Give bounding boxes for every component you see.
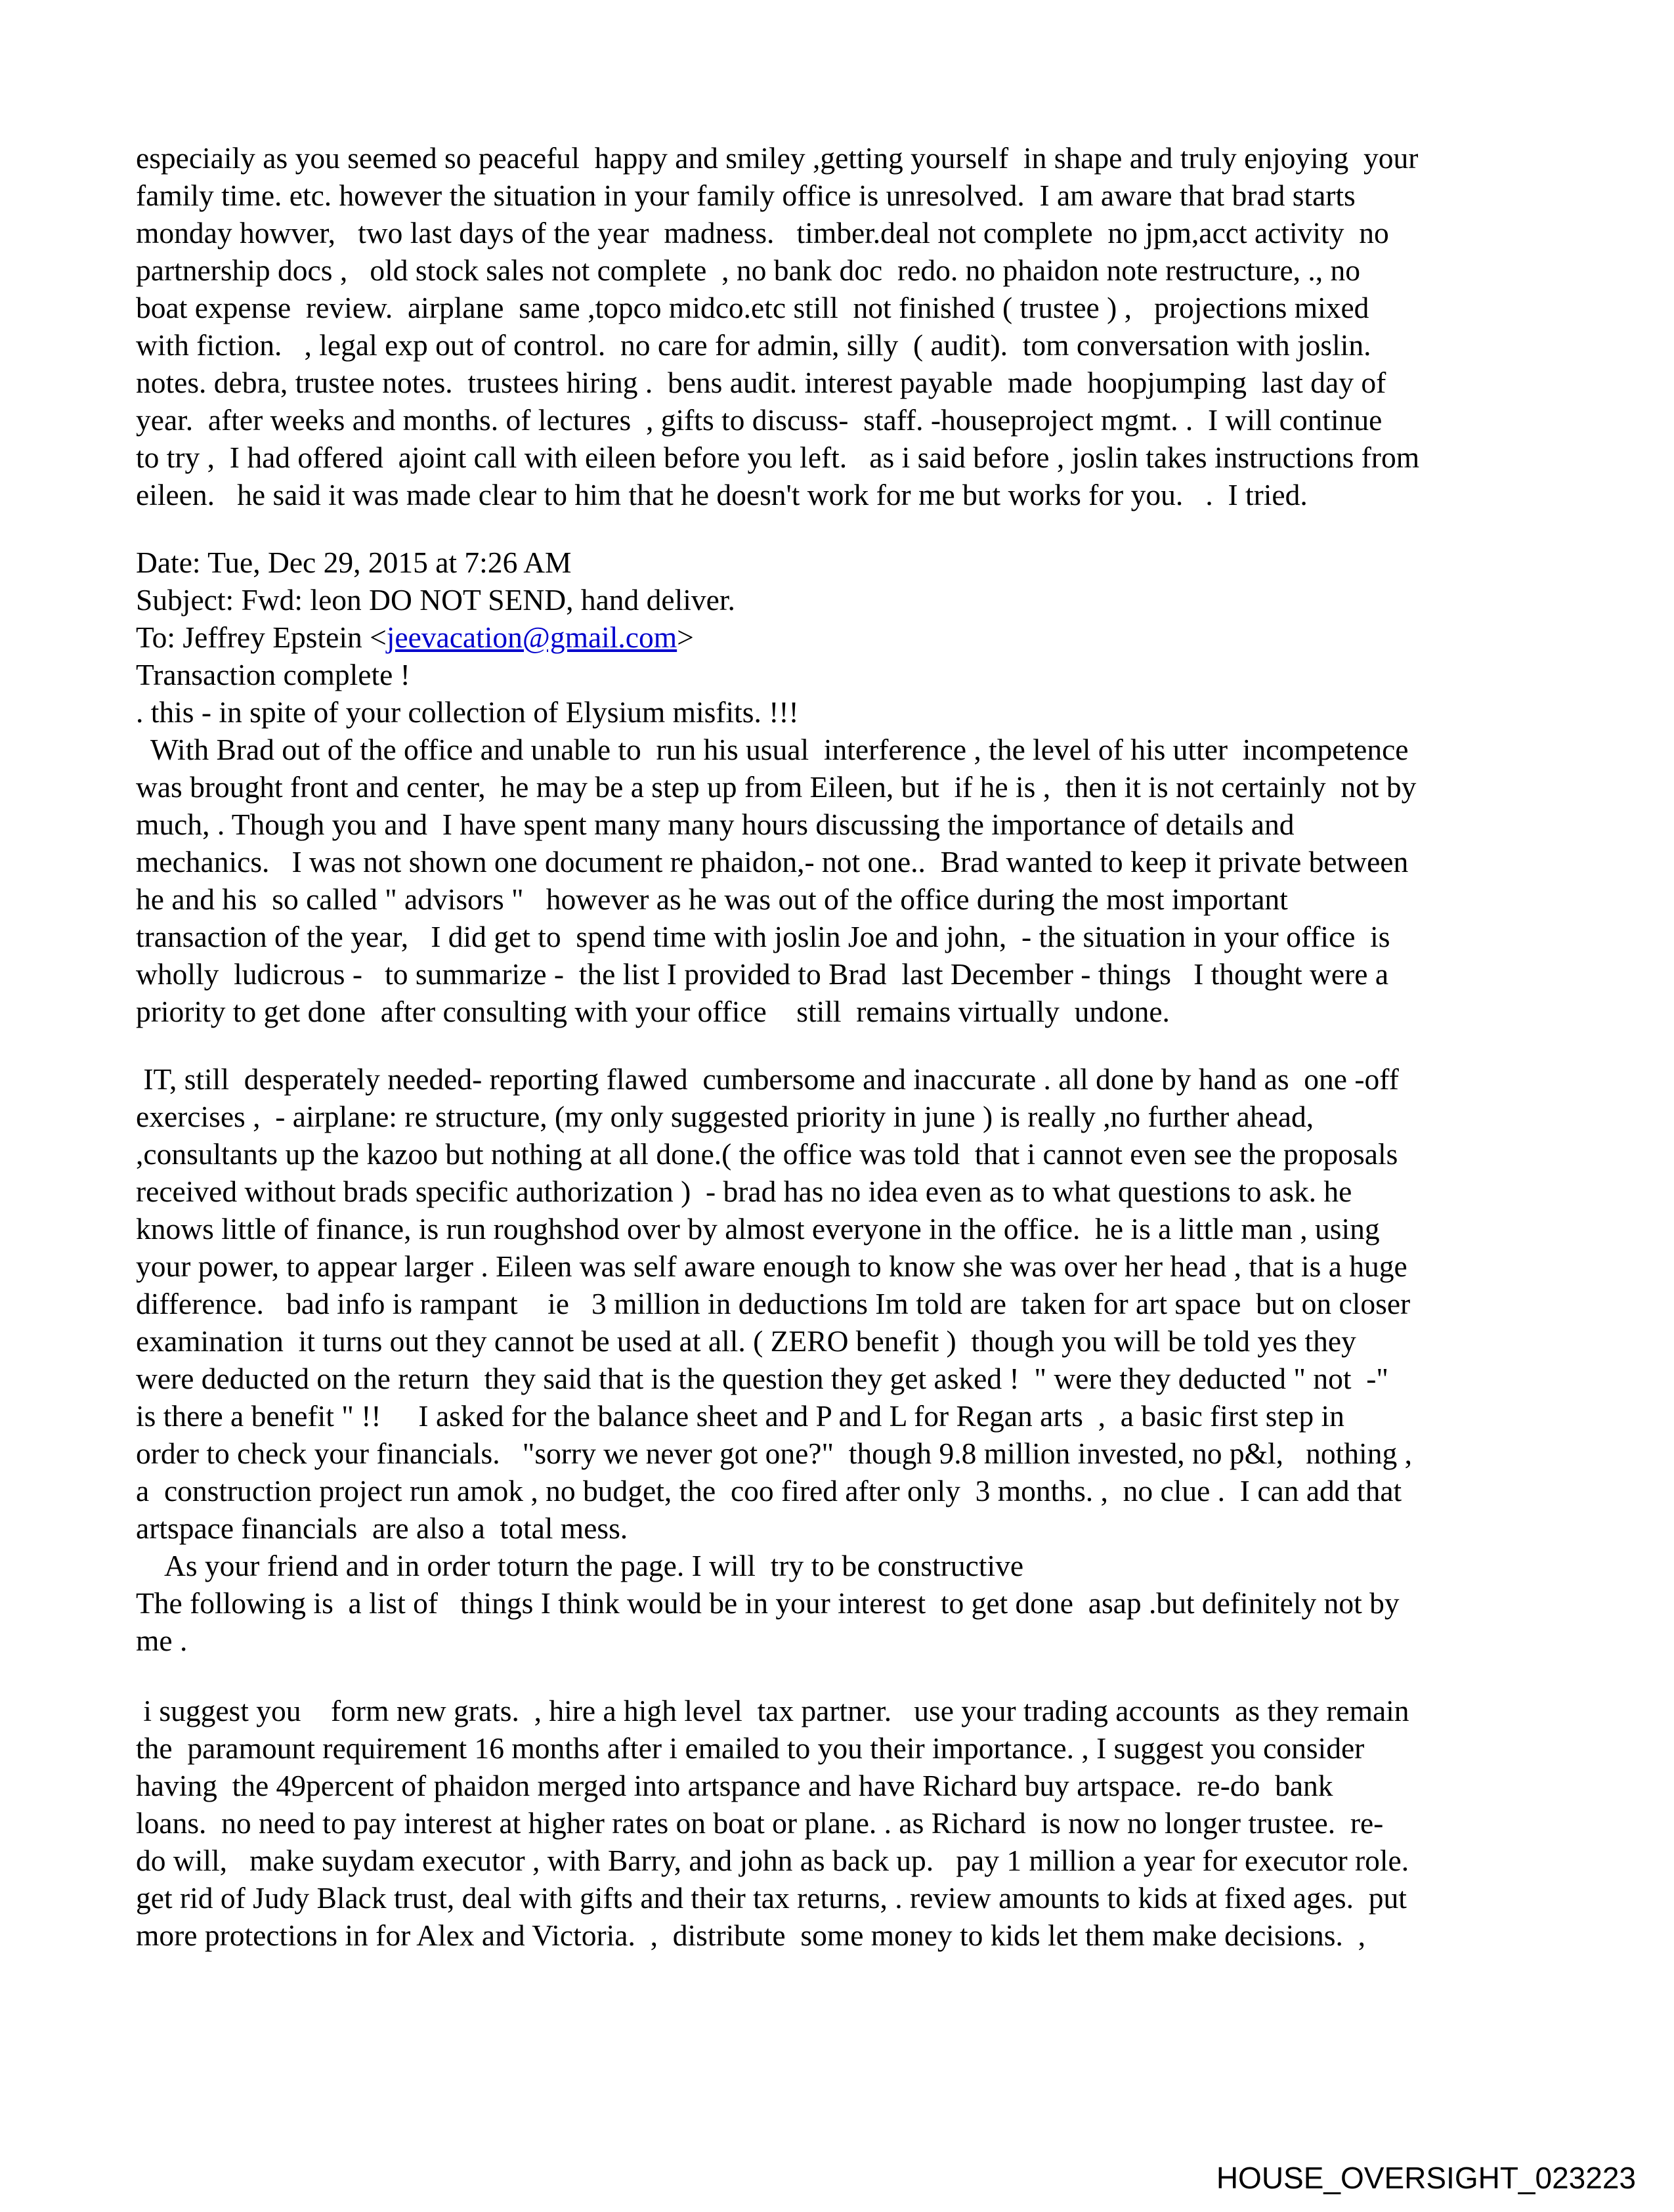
paragraph-opening xyxy=(136,139,1547,513)
paragraph-transaction xyxy=(136,656,1547,1030)
text-line: was brought front and center, he may be a step up from Eileen, but if he is , then it is not certainly not by xyxy=(136,770,1417,804)
text-line: year. after weeks and months. of lectures , gifts to discuss- staff. -houseproject mgmt. . I will continue xyxy=(136,403,1383,437)
text-line: As your friend and in order toturn the page. I will try to be constructive xyxy=(136,1549,1024,1582)
paragraph-suggestions xyxy=(136,1692,1547,1954)
text-line: notes. debra, trustee notes. trustees hiring . bens audit. interest payable made hoopjumping last day of xyxy=(136,366,1386,399)
text-line: to try , I had offered ajoint call with eileen before you left. as i said before , joslin takes instructions from xyxy=(136,441,1420,474)
text-line: partnership docs , old stock sales not complete , no bank doc redo. no phaidon note restructure, ., no xyxy=(136,253,1361,287)
text-line: IT, still desperately needed- reporting flawed cumbersome and inaccurate . all done by hand as one -off xyxy=(136,1062,1399,1096)
text-line: monday howver, two last days of the year madness. timber.deal not complete no jpm,acct activity no xyxy=(136,216,1389,249)
text-line: a construction project run amok , no budget, the coo fired after only 3 months. , no clue . I can add that xyxy=(136,1474,1402,1507)
text-line: having the 49percent of phaidon merged into artspance and have Richard buy artspace. re-do bank xyxy=(136,1769,1333,1802)
text-line: especiaily as you seemed so peaceful happy and smiley ,getting yourself in shape and truly enjoying your xyxy=(136,141,1419,175)
text-line: difference. bad info is rampant ie 3 million in deductions Im told are taken for art space but on closer xyxy=(136,1287,1411,1320)
text-line: knows little of finance, is run roughshod over by almost everyone in the office. he is a little man , using xyxy=(136,1212,1380,1246)
email-subject: Subject: Fwd: leon DO NOT SEND, hand deliver. xyxy=(136,583,735,617)
text-line: artspace financials are also a total mess. xyxy=(136,1511,628,1545)
text-line: family time. etc. however the situation in your family office is unresolved. I am aware that brad starts xyxy=(136,179,1356,212)
email-date: Date: Tue, Dec 29, 2015 at 7:26 AM xyxy=(136,546,572,579)
text-line: priority to get done after consulting with your office still remains virtually undone. xyxy=(136,995,1170,1028)
text-line: more protections in for Alex and Victoria. , distribute some money to kids let them make decisions. , xyxy=(136,1919,1365,1952)
text-line: The following is a list of things I think would be in your interest to get done asap .but definitely not by xyxy=(136,1586,1400,1620)
paragraph-spacer xyxy=(136,1030,1547,1060)
text-line: get rid of Judy Black trust, deal with gifts and their tax returns, . review amounts to kids at fixed ages. put xyxy=(136,1881,1407,1915)
text-line: me . xyxy=(136,1624,188,1657)
text-line: with fiction. , legal exp out of control. no care for admin, silly ( audit). tom conversation with joslin. xyxy=(136,328,1371,362)
text-line: eileen. he said it was made clear to him that he doesn't work for me but works for you. . I tried. xyxy=(136,478,1308,511)
text-line: With Brad out of the office and unable to run his usual interference , the level of his utter incompetence xyxy=(136,733,1409,766)
text-line: do will, make suydam executor , with Barry, and john as back up. pay 1 million a year for executor role. xyxy=(136,1844,1409,1877)
bates-number: HOUSE_OVERSIGHT_023223 xyxy=(1216,2161,1636,2195)
email-address-link[interactable]: jeevacation@gmail.com xyxy=(386,620,677,654)
paragraph-spacer xyxy=(136,513,1547,544)
text-line: wholly ludicrous - to summarize - the list I provided to Brad last December - things I thought were a xyxy=(136,957,1389,991)
text-line: is there a benefit " !! I asked for the balance sheet and P and L for Regan arts , a basic first step in xyxy=(136,1399,1344,1433)
text-line: loans. no need to pay interest at higher rates on boat or plane. . as Richard is now no longer trustee. re- xyxy=(136,1806,1384,1840)
text-line: exercises , - airplane: re structure, (my only suggested priority in june ) is really ,no further ahead, xyxy=(136,1100,1314,1133)
text-line: boat expense review. airplane same ,topco midco.etc still not finished ( trustee ) , projections mixed xyxy=(136,291,1369,324)
text-line: mechanics. I was not shown one document re phaidon,- not one.. Brad wanted to keep it private between xyxy=(136,845,1409,878)
email-to xyxy=(136,618,1547,656)
email-to-suffix: > xyxy=(677,620,694,654)
text-line: examination it turns out they cannot be used at all. ( ZERO benefit ) though you will be told yes they xyxy=(136,1324,1356,1358)
text-line: transaction of the year, I did get to spend time with joslin Joe and john, - the situation in your office is xyxy=(136,920,1390,953)
text-line: much, . Though you and I have spent many many hours discussing the importance of details and xyxy=(136,808,1295,841)
paragraph-it-issues xyxy=(136,1060,1547,1659)
text-line: were deducted on the return they said that is the question they get asked ! " were they deducted " not -" xyxy=(136,1362,1388,1395)
text-line: he and his so called " advisors " however as he was out of the office during the most important xyxy=(136,882,1288,916)
email-header xyxy=(136,544,1547,656)
paragraph-spacer xyxy=(136,1659,1547,1692)
text-line: the paramount requirement 16 months after i emailed to you their importance. , I suggest you consider xyxy=(136,1731,1365,1765)
document-body xyxy=(136,139,1547,1954)
text-line: ,consultants up the kazoo but nothing at all done.( the office was told that i cannot even see the proposals xyxy=(136,1137,1398,1171)
text-line: Transaction complete ! xyxy=(136,658,410,691)
text-line: received without brads specific authorization ) - brad has no idea even as to what questions to ask. he xyxy=(136,1175,1352,1208)
email-to-prefix: To: Jeffrey Epstein < xyxy=(136,620,387,654)
text-line: your power, to appear larger . Eileen was self aware enough to know she was over her head , that is a huge xyxy=(136,1249,1407,1283)
text-line: . this - in spite of your collection of Elysium misfits. !!! xyxy=(136,695,799,729)
text-line: i suggest you form new grats. , hire a high level tax partner. use your trading accounts as they remain xyxy=(136,1694,1409,1727)
text-line: order to check your financials. "sorry we never got one?" though 9.8 million invested, no p&l, nothing , xyxy=(136,1437,1412,1470)
